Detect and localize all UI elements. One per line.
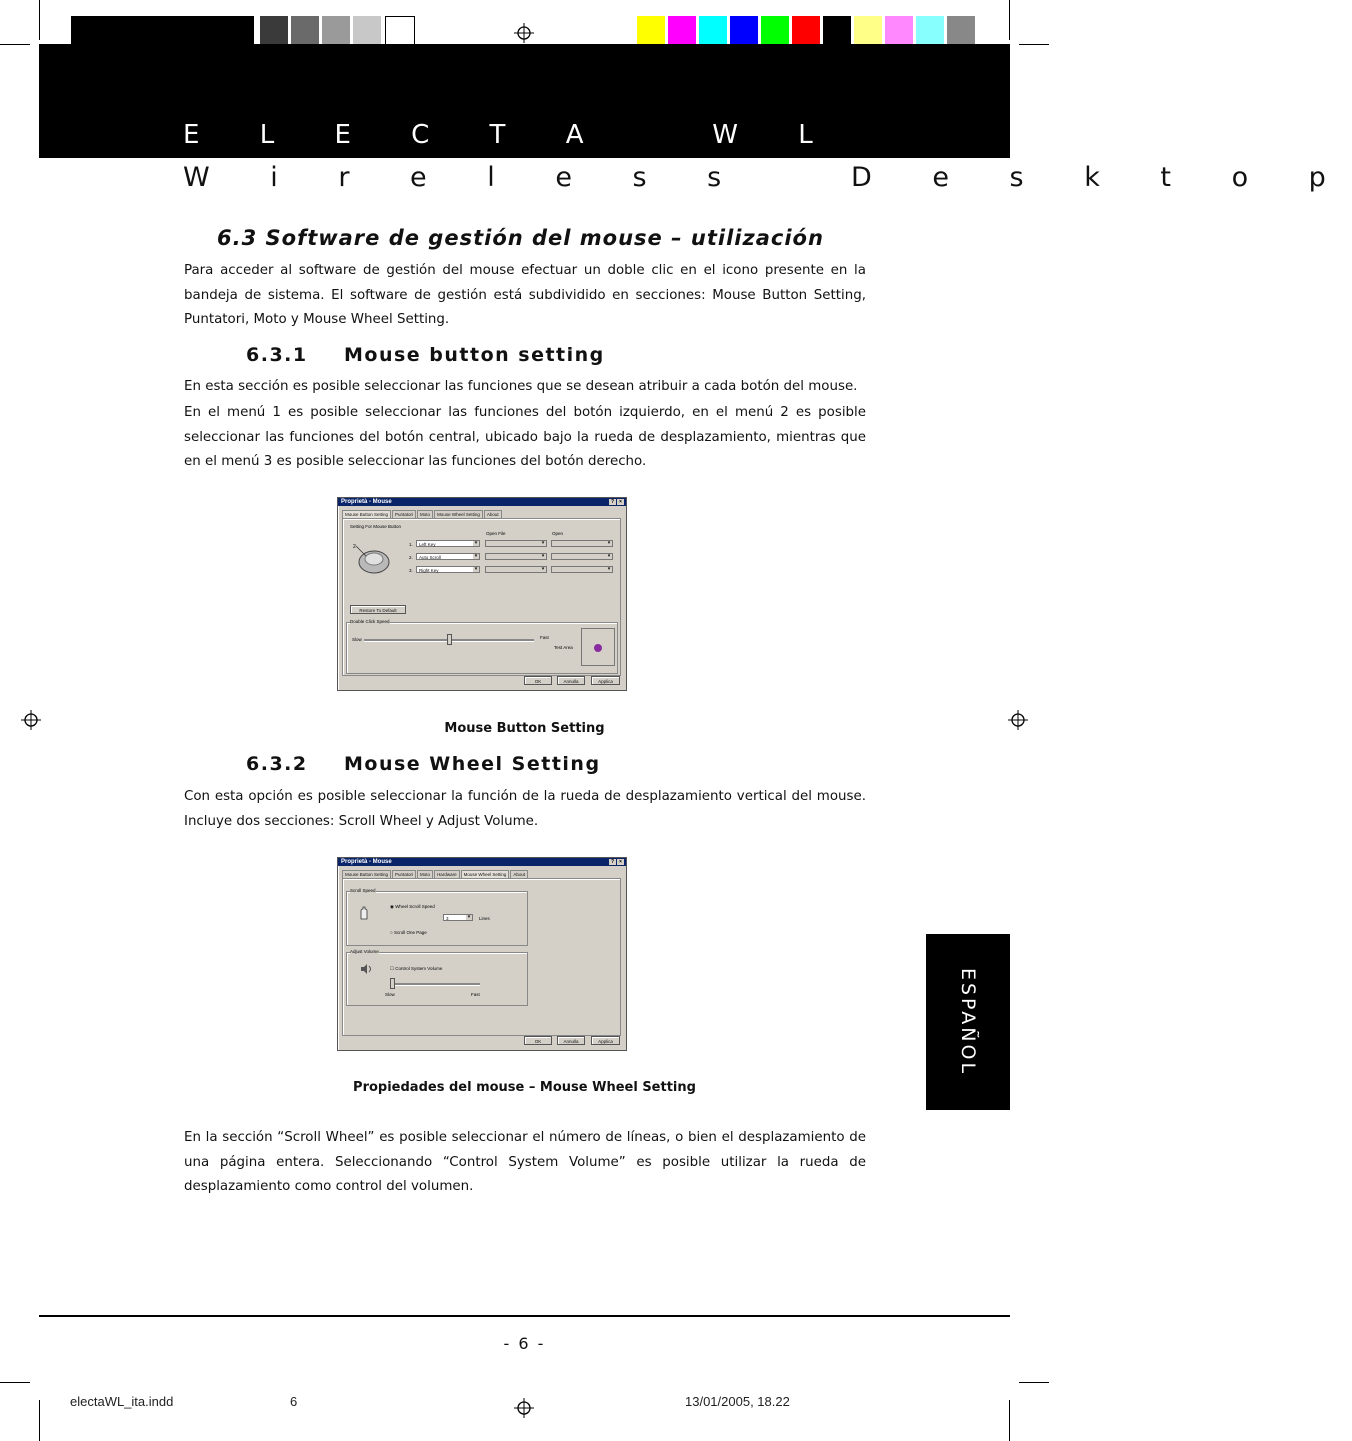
slug-file: electaWL_ita.indd: [70, 1394, 174, 1409]
apply-button[interactable]: Applica: [591, 676, 620, 685]
footer-rule: [39, 1315, 1010, 1317]
mouse-icon: [352, 542, 392, 576]
volume-slider-thumb[interactable]: [390, 978, 395, 989]
crop-mark: [1019, 44, 1049, 45]
crop-mark: [1009, 1400, 1010, 1441]
row-number: 3.: [409, 568, 413, 573]
tab-pointers[interactable]: Puntatori: [392, 870, 416, 878]
color-swatch: [730, 16, 758, 44]
button1-open-select[interactable]: [551, 540, 613, 547]
control-volume-label: Control System Volume: [395, 966, 443, 971]
button2-select[interactable]: Auto Scroll ▾: [416, 553, 480, 560]
figure-caption: Mouse Button Setting: [444, 721, 605, 736]
subsection-title: [246, 344, 605, 366]
color-swatch: [761, 16, 789, 44]
registration-mark-icon: [514, 1398, 534, 1418]
slow-label: Slow: [385, 992, 395, 997]
volume-slider-track[interactable]: [392, 983, 480, 986]
color-swatch: [260, 16, 288, 44]
double-click-group: [346, 622, 618, 674]
color-swatch: [668, 16, 696, 44]
ok-button[interactable]: OK: [524, 676, 552, 685]
brand-title: E L E C T A W L: [183, 120, 839, 150]
tab-hardware[interactable]: Hardware: [434, 870, 460, 878]
tab-about[interactable]: About: [484, 510, 502, 518]
wheel-speed-radio[interactable]: ◉ Wheel Scroll Speed: [390, 904, 435, 909]
button2-open-select[interactable]: [551, 553, 613, 560]
slow-label: Slow: [352, 637, 362, 642]
language-side-tab: [926, 934, 1010, 1110]
tab-motion[interactable]: Moto: [417, 870, 433, 878]
tab-strip: [342, 870, 529, 878]
svg-text:2: 2: [353, 544, 356, 550]
subsection-number: 6.3.1: [246, 344, 308, 366]
registration-mark-icon: [514, 23, 534, 43]
crop-mark: [39, 1400, 40, 1441]
adjust-volume-group: [346, 952, 528, 1006]
subsection-label: Mouse button setting: [344, 344, 605, 366]
group-label: Double Click Speed: [350, 619, 390, 624]
color-swatch: [854, 16, 882, 44]
intro-paragraph: Para acceder al software de gestión del mouse efectuar un doble clic en el icono presente en la bandeja de sistema. El software de gestión está subdividido en secciones: Mouse Button Setting, Puntatori, Moto y Mouse Wheel Setting.: [184, 263, 866, 327]
paragraph: Con esta opción es posible seleccionar la función de la rueda de desplazamiento vertical del mouse. Incluye dos secciones: Scroll Wheel y Adjust Volume.: [184, 789, 866, 829]
column-label: Open File: [486, 531, 506, 536]
button2-open-file-select[interactable]: [485, 553, 547, 560]
apply-button[interactable]: Applica: [591, 1036, 620, 1045]
page-number: - 6 -: [503, 1334, 546, 1353]
dialog-title-text: Proprietà - Mouse: [341, 499, 392, 505]
tab-wheel[interactable]: Mouse Wheel Setting: [434, 510, 483, 518]
column-label: Open: [552, 531, 564, 536]
color-swatch: [353, 16, 381, 44]
color-swatch: [699, 16, 727, 44]
subsection-label: Mouse Wheel Setting: [344, 753, 601, 775]
cancel-button[interactable]: Annulla: [557, 1036, 585, 1045]
tab-strip: [342, 510, 503, 518]
control-volume-checkbox[interactable]: ☐ Control System Volume: [390, 966, 443, 971]
dialog-title: [338, 858, 626, 866]
help-icon[interactable]: ?: [610, 859, 615, 865]
lines-label: Lines: [479, 916, 490, 921]
speaker-icon: [360, 964, 374, 974]
row-number: 2.: [409, 555, 413, 560]
color-swatch: [823, 16, 851, 44]
help-icon[interactable]: ?: [610, 499, 615, 505]
wheel-speed-label: Wheel Scroll Speed: [395, 904, 435, 909]
color-bar-black: [71, 16, 254, 44]
color-swatch: [637, 16, 665, 44]
tab-motion[interactable]: Moto: [417, 510, 433, 518]
slug-date: 13/01/2005, 18.22: [685, 1394, 790, 1409]
group-label: Adjust Volume: [350, 949, 379, 954]
dialog-title-text: Proprietà - Mouse: [341, 859, 392, 865]
crop-mark: [0, 44, 30, 45]
close-icon[interactable]: ×: [617, 859, 624, 865]
color-swatch: [792, 16, 820, 44]
color-swatch: [385, 16, 415, 46]
close-icon[interactable]: ×: [617, 499, 624, 505]
test-area-label: Test Area: [554, 645, 573, 650]
color-swatch: [291, 16, 319, 44]
color-swatch: [947, 16, 975, 44]
tab-wheel[interactable]: Mouse Wheel Setting: [461, 870, 510, 878]
section-title: 6.3 Software de gestión del mouse – utilización: [217, 226, 824, 250]
row-number: 1.: [409, 542, 413, 547]
color-swatch: [885, 16, 913, 44]
ok-button[interactable]: OK: [524, 1036, 552, 1045]
fast-label: Fast: [540, 635, 549, 640]
cancel-button[interactable]: Annulla: [557, 676, 585, 685]
button3-open-select[interactable]: [551, 566, 613, 573]
tab-pointers[interactable]: Puntatori: [392, 510, 416, 518]
subsection-number: 6.3.2: [246, 753, 308, 775]
slug-sheet: 6: [290, 1394, 298, 1409]
button1-select[interactable]: Left Key ▾: [416, 540, 480, 547]
fast-label: Fast: [471, 992, 480, 997]
figure-caption: Propiedades del mouse – Mouse Wheel Setting: [353, 1080, 696, 1095]
group-label: Setting For Mouse Button: [350, 524, 402, 529]
button3-open-file-select[interactable]: [485, 566, 547, 573]
hand-scroll-icon: [358, 906, 370, 920]
test-cursor-icon: [593, 643, 603, 653]
tab-mouse-button[interactable]: Mouse Button Setting: [342, 510, 391, 518]
group-label: Scroll Speed: [350, 888, 376, 893]
crop-mark: [39, 0, 40, 40]
test-area[interactable]: [581, 628, 615, 666]
tab-about[interactable]: About: [510, 870, 528, 878]
crop-mark: [1009, 0, 1010, 40]
color-swatch: [916, 16, 944, 44]
restore-default-button[interactable]: Restore To Default: [350, 605, 406, 614]
brand-subtitle: W i r e l e s s D e s k t o p: [183, 162, 1352, 193]
crop-mark: [0, 1382, 30, 1383]
paragraph: En el menú 1 es posible seleccionar las funciones del botón izquierdo, en el menú 2 es posible seleccionar las funciones del botón central, ubicado bajo la rueda de desplazamiento, mientras que en el menú 3 es posible seleccionar las funciones del botón derecho.: [184, 405, 866, 469]
button3-select[interactable]: Right Key ▾: [416, 566, 480, 573]
paragraph: En esta sección es posible seleccionar las funciones que se desean atribuir a cada botón del mouse.: [184, 379, 858, 394]
crop-mark: [1019, 1382, 1049, 1383]
one-page-label: Scroll One Page: [393, 930, 427, 935]
language-label: ESPAÑOL: [957, 967, 979, 1077]
one-page-radio[interactable]: ○ Scroll One Page: [390, 930, 427, 935]
mouse-button-dialog: [337, 497, 627, 691]
color-swatch: [322, 16, 350, 44]
button1-open-file-select[interactable]: [485, 540, 547, 547]
tab-mouse-button[interactable]: Mouse Button Setting: [342, 870, 391, 878]
closing-paragraph: En la sección “Scroll Wheel” es posible seleccionar el número de líneas, o bien el desplazamiento de una página entera. Seleccionando “Control System Volume” es posible utilizar la rueda de desplazamiento como control del volumen.: [184, 1130, 866, 1194]
speed-slider-thumb[interactable]: [447, 634, 452, 645]
lines-select[interactable]: 3 ▾: [443, 914, 473, 921]
dialog-title: [338, 498, 626, 506]
subsection-title: [246, 753, 601, 775]
mouse-wheel-dialog: [337, 857, 627, 1051]
scroll-speed-group: [346, 891, 528, 946]
